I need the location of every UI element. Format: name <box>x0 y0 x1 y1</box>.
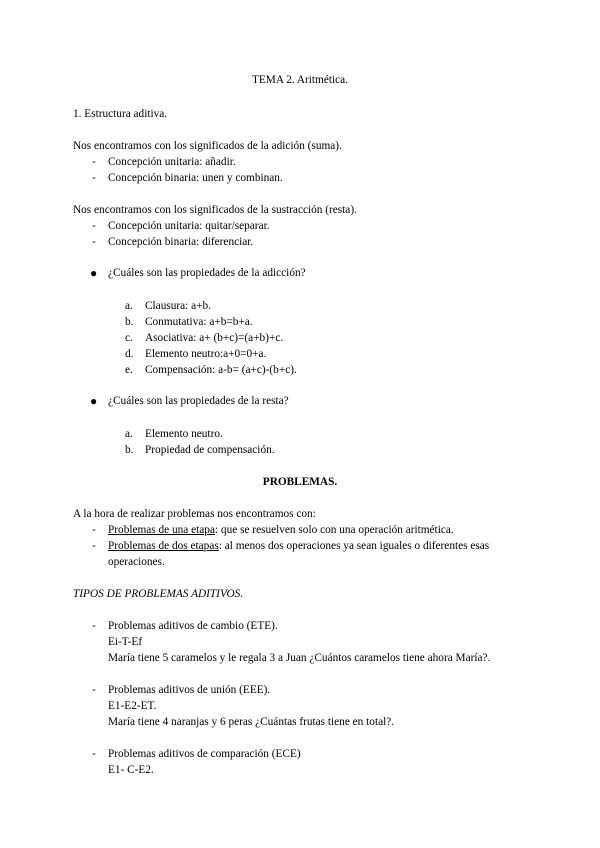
term-dos-etapas: Problemas de dos etapas <box>108 540 219 552</box>
tipo-union-ejemplo: María tiene 4 naranjas y 6 peras ¿Cuántas frutas tiene en total?. <box>108 716 395 728</box>
desc-dos-etapas-cont: operaciones. <box>108 556 165 568</box>
dash-icon: - <box>92 236 96 248</box>
resta-item: Concepción binaria: diferenciar. <box>108 236 254 248</box>
list-letter: d. <box>125 348 134 360</box>
dash-icon: - <box>92 684 96 696</box>
desc-dos-etapas: : al menos dos operaciones ya sean iguales o diferentes esas <box>218 540 490 552</box>
tipo-comparacion-formula: E1- C-E2. <box>108 764 154 776</box>
suma-item: Concepción unitaria: añadir. <box>108 156 236 168</box>
page-title: TEMA 2. Aritmética. <box>251 74 348 86</box>
resta-item: Concepción unitaria: quitar/separar. <box>108 220 270 232</box>
tipos-heading: TIPOS DE PROBLEMAS ADITIVOS. <box>73 588 244 600</box>
list-letter: c. <box>125 332 133 344</box>
desc-una-etapa: : que se resuelven solo con una operación aritmética. <box>214 524 454 536</box>
bullet-icon: ● <box>90 266 98 280</box>
dash-icon: - <box>92 748 96 760</box>
question-propiedades-resta: ¿Cuáles son las propiedades de la resta? <box>108 395 289 407</box>
suma-item: Concepción binaria: unen y combinan. <box>108 172 283 184</box>
tipo-comparacion-title: Problemas aditivos de comparación (ECE) <box>108 748 301 760</box>
tipo-union-formula: E1-E2-ET. <box>108 700 157 712</box>
list-letter: e. <box>125 364 133 376</box>
dash-icon: - <box>92 540 96 552</box>
suma-intro: Nos encontramos con los significados de la adición (suma). <box>73 140 342 152</box>
tipo-cambio-title: Problemas aditivos de cambio (ETE). <box>108 620 278 632</box>
list-letter: a. <box>125 300 133 312</box>
propiedad-item: Elemento neutro. <box>145 428 223 440</box>
propiedad-item: Compensación: a-b= (a+c)-(b+c). <box>145 364 297 376</box>
dash-icon: - <box>92 620 96 632</box>
section-heading-estructura-aditiva: 1. Estructura aditiva. <box>73 108 168 120</box>
bullet-icon: ● <box>90 394 98 408</box>
propiedad-item: Conmutativa: a+b=b+a. <box>145 316 253 328</box>
tipo-union-title: Problemas aditivos de unión (EEE). <box>108 684 271 696</box>
tipo-cambio-ejemplo: María tiene 5 caramelos y le regala 3 a Juan ¿Cuántos caramelos tiene ahora María?. <box>108 652 491 664</box>
problemas-heading: PROBLEMAS. <box>262 476 338 488</box>
term-una-etapa: Problemas de una etapa <box>108 524 215 536</box>
dash-icon: - <box>92 172 96 184</box>
propiedad-item: Propiedad de compensación. <box>145 444 275 456</box>
resta-intro: Nos encontramos con los significados de la sustracción (resta). <box>73 204 357 216</box>
dash-icon: - <box>92 220 96 232</box>
propiedad-item: Clausura: a+b. <box>145 300 211 312</box>
list-letter: a. <box>125 428 133 440</box>
question-propiedades-adicion: ¿Cuáles son las propiedades de la adicción? <box>108 267 306 279</box>
problemas-item-una-etapa <box>108 523 454 537</box>
tipo-cambio-formula: Ei-T-Ef <box>108 636 143 648</box>
propiedad-item: Asociativa: a+ (b+c)=(a+b)+c. <box>145 332 284 344</box>
problemas-intro: A la hora de realizar problemas nos encontramos con: <box>73 508 316 520</box>
list-letter: b. <box>125 316 134 328</box>
propiedad-item: Elemento neutro:a+0=0+a. <box>145 348 267 360</box>
dash-icon: - <box>92 524 96 536</box>
list-letter: b. <box>125 444 134 456</box>
dash-icon: - <box>92 156 96 168</box>
problemas-item-dos-etapas <box>108 539 489 553</box>
